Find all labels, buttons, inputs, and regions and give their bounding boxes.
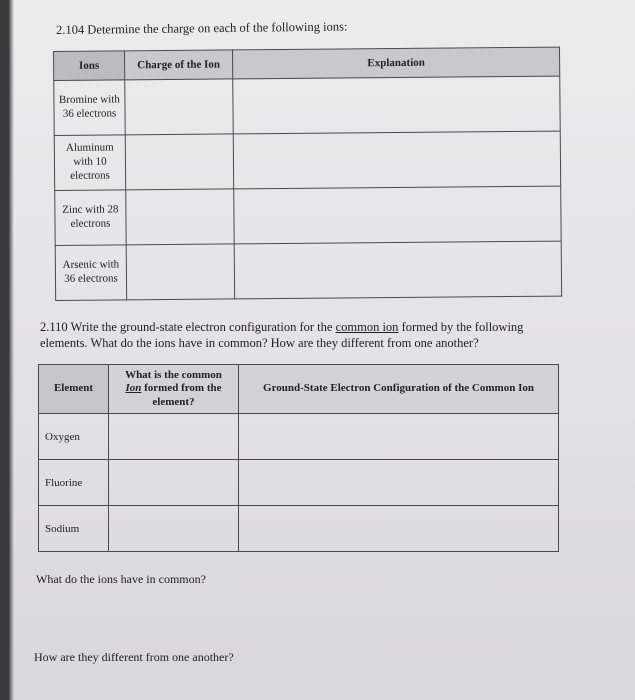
- question-2-104-title: 2.104 Determine the charge on each of the following ions:: [56, 19, 348, 37]
- table-row: [39, 414, 559, 460]
- explanation-answer-cell[interactable]: [234, 241, 561, 299]
- question-2-110-suffix: formed by the following elements. What do the ions have in common? How are they different from one another?: [40, 320, 524, 350]
- config-table-header: [39, 365, 559, 414]
- table-row: [39, 506, 559, 552]
- config-answer-cell[interactable]: [239, 460, 559, 506]
- table-row: [55, 186, 561, 245]
- explanation-header: Explanation: [232, 47, 559, 79]
- config-answer-cell[interactable]: [239, 414, 559, 460]
- charge-answer-cell[interactable]: [125, 79, 233, 135]
- element-cell: Oxygen: [39, 414, 109, 460]
- common-ion-answer-cell[interactable]: [109, 460, 239, 506]
- common-ion-answer-cell[interactable]: [109, 506, 239, 552]
- table-row: [54, 76, 560, 135]
- explanation-answer-cell[interactable]: [234, 186, 561, 244]
- ion-cell: Aluminum with 10 electrons: [54, 135, 125, 191]
- common-ion-header-rest: formed from the element?: [144, 382, 222, 408]
- charge-answer-cell[interactable]: [126, 189, 234, 245]
- worksheet-page: [8, 0, 635, 700]
- table-row: [39, 460, 559, 506]
- table-row: [54, 131, 560, 190]
- explanation-answer-cell[interactable]: [233, 76, 560, 134]
- charge-header: Charge of the Ion: [125, 50, 233, 80]
- element-cell: Fluorine: [39, 460, 109, 506]
- ions-header: Ions: [54, 51, 125, 81]
- common-ion-underlined: common ion: [335, 320, 399, 334]
- config-header: Ground-State Electron Configuration of the Common Ion: [239, 365, 559, 414]
- ions-table-header: [54, 47, 560, 80]
- common-ion-header-line1: What is the common: [125, 369, 222, 382]
- table-row: [55, 241, 561, 300]
- ion-cell: Bromine with 36 electrons: [54, 80, 125, 136]
- config-answer-cell[interactable]: [239, 506, 559, 552]
- common-ion-answer-cell[interactable]: [109, 414, 239, 460]
- question-2-110-prefix: 2.110 Write the ground-state electron configuration for the: [40, 320, 333, 334]
- question-2-110-title: [40, 320, 570, 351]
- ion-underlined: Ion: [125, 382, 142, 395]
- element-cell: Sodium: [39, 506, 109, 552]
- common-ion-header: [109, 365, 239, 414]
- ions-charge-table: [53, 47, 562, 301]
- explanation-answer-cell[interactable]: [233, 131, 560, 189]
- ion-cell: Zinc with 28 electrons: [55, 190, 126, 246]
- electron-configuration-table: [38, 364, 559, 552]
- in-common-question: What do the ions have in common?: [36, 572, 206, 586]
- element-header: Element: [39, 365, 109, 414]
- charge-answer-cell[interactable]: [126, 244, 234, 300]
- charge-answer-cell[interactable]: [125, 134, 233, 190]
- ion-cell: Arsenic with 36 electrons: [55, 245, 126, 301]
- different-question: How are they different from one another?: [34, 650, 234, 664]
